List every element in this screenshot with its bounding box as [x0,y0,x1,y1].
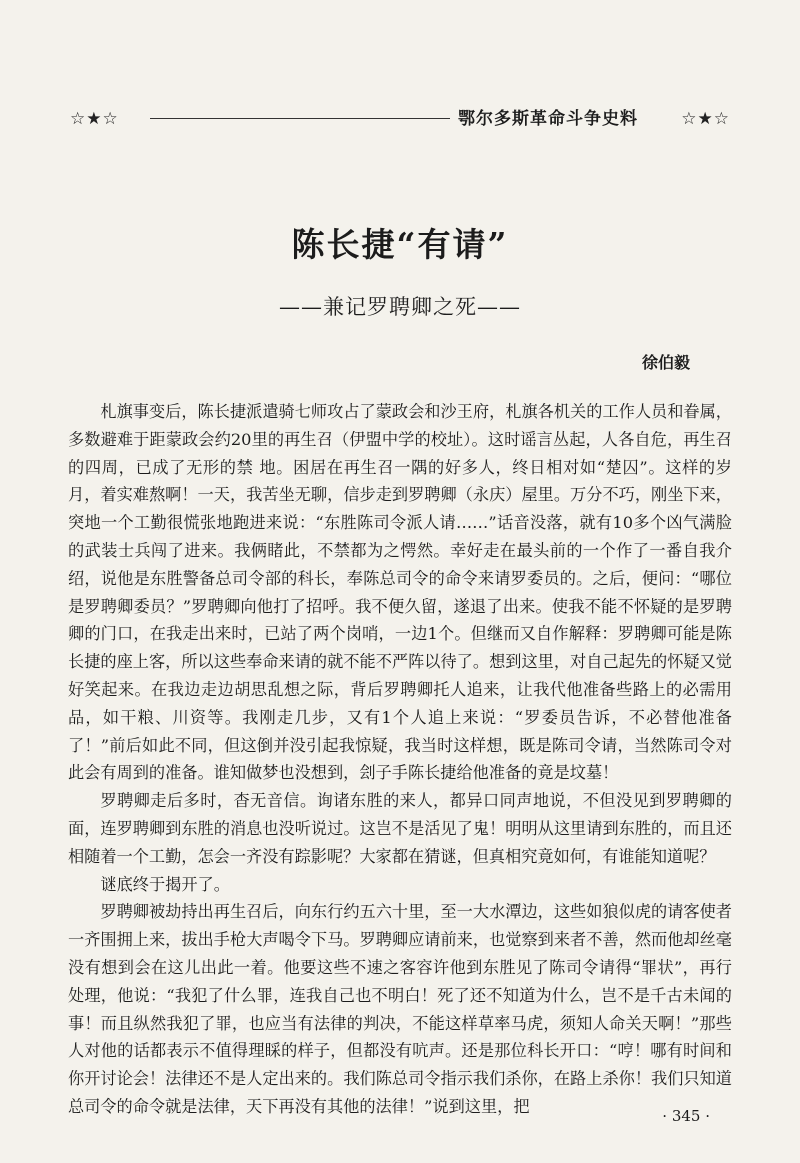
article-body [68,398,732,1121]
running-header [70,104,730,134]
article-author: 徐伯毅 [641,353,690,372]
article-title: 陈长捷“有请” [291,225,509,264]
header-rule [150,118,450,119]
star-ornament-right: ☆★☆ [681,109,730,129]
star-ornament-left: ☆★☆ [70,109,119,129]
running-header-title: 鄂尔多斯革命斗争史料 [458,109,638,129]
article-subtitle: ——兼记罗聘卿之死—— [279,295,521,319]
page-number: · 345 · [662,1107,710,1125]
body-paragraph: 罗聘卿走后多时，杳无音信。询诸东胜的来人，都异口同声地说，不但没见到罗聘卿的面，连罗聘卿到东胜的消息也没听说过。这岂不是活见了鬼！明明从这里请到东胜的，而且还相随着一个工勤，怎会一齐没有踪影呢？大家都在猜谜，但真相究竟如何，有谁能知道呢？ [68,791,732,866]
body-paragraph: 札旗事变后，陈长捷派遣骑七师攻占了蒙政会和沙王府，札旗各机关的工作人员和眷属，多数避难于距蒙政会约20里的再生召（伊盟中学的校址）。这时谣言丛起，人各自危，再生召的四周，已成了无形的禁 地。困居在再生召一隅的好多人，终日相对如“楚囚”。这样的岁月，着实难熬啊！一天，我苦坐无聊，信步走到罗聘卿（永庆）屋里。万分不巧，刚坐下来，突地一个工勤很慌张地跑进来说：“东胜陈司令派人请……”话音没落，就有10多个凶气满脸的武装士兵闯了进来。我俩睹此，不禁都为之愕然。幸好走在最头前的一个作了一番自我介绍，说他是东胜警备总司令部的科长，奉陈总司令的命令来请罗委员的。之后，便问：“哪位是罗聘卿委员？”罗聘卿向他打了招呼。我不便久留，遂退了出来。使我不能不怀疑的是罗聘卿的门口，在我走出来时，已站了两个岗哨，一边1个。但继而又自作解释：罗聘卿可能是陈长捷的座上客，所以这些奉命来请的就不能不严阵以待了。想到这里，对自己起先的怀疑又觉好笑起来。在我边走边胡思乱想之际，背后罗聘卿托人追来，让我代他准备些路上的必需用品，如干粮、川资等。我刚走几步，又有1个人追上来说：“罗委员告诉，不必替他准备了！”前后如此不同，但这倒并没引起我惊疑，我当时这样想，既是陈司令请，当然陈司令对此会有周到的准备。谁知做梦也没想到，刽子手陈长捷给他准备的竟是坟墓！ [68,402,732,783]
body-paragraph: 罗聘卿被劫持出再生召后，向东行约五六十里，至一大水潭边，这些如狼似虎的请客使者一齐围拥上来，拔出手枪大声喝令下马。罗聘卿应请前来，也觉察到来者不善，然而他却丝毫没有想到会在这儿出此一着。他要这些不速之客容许他到东胜见了陈司令请得“罪状”，再行处理，他说：“我犯了什么罪，连我自己也不明白！死了还不知道为什么，岂不是千古未闻的事！而且纵然我犯了罪，也应当有法律的判决，不能这样草率马虎，须知人命关天啊！”那些人对他的话都表示不值得理睬的样子，但都没有吭声。还是那位科长开口：“哼！哪有时间和你开讨论会！法律还不是人定出来的。我们陈总司令指示我们杀你，在路上杀你！我们只知道总司令的命令就是法律，天下再没有其他的法律！”说到这里，把 [68,902,732,1116]
body-paragraph: 谜底终于揭开了。 [100,874,230,894]
